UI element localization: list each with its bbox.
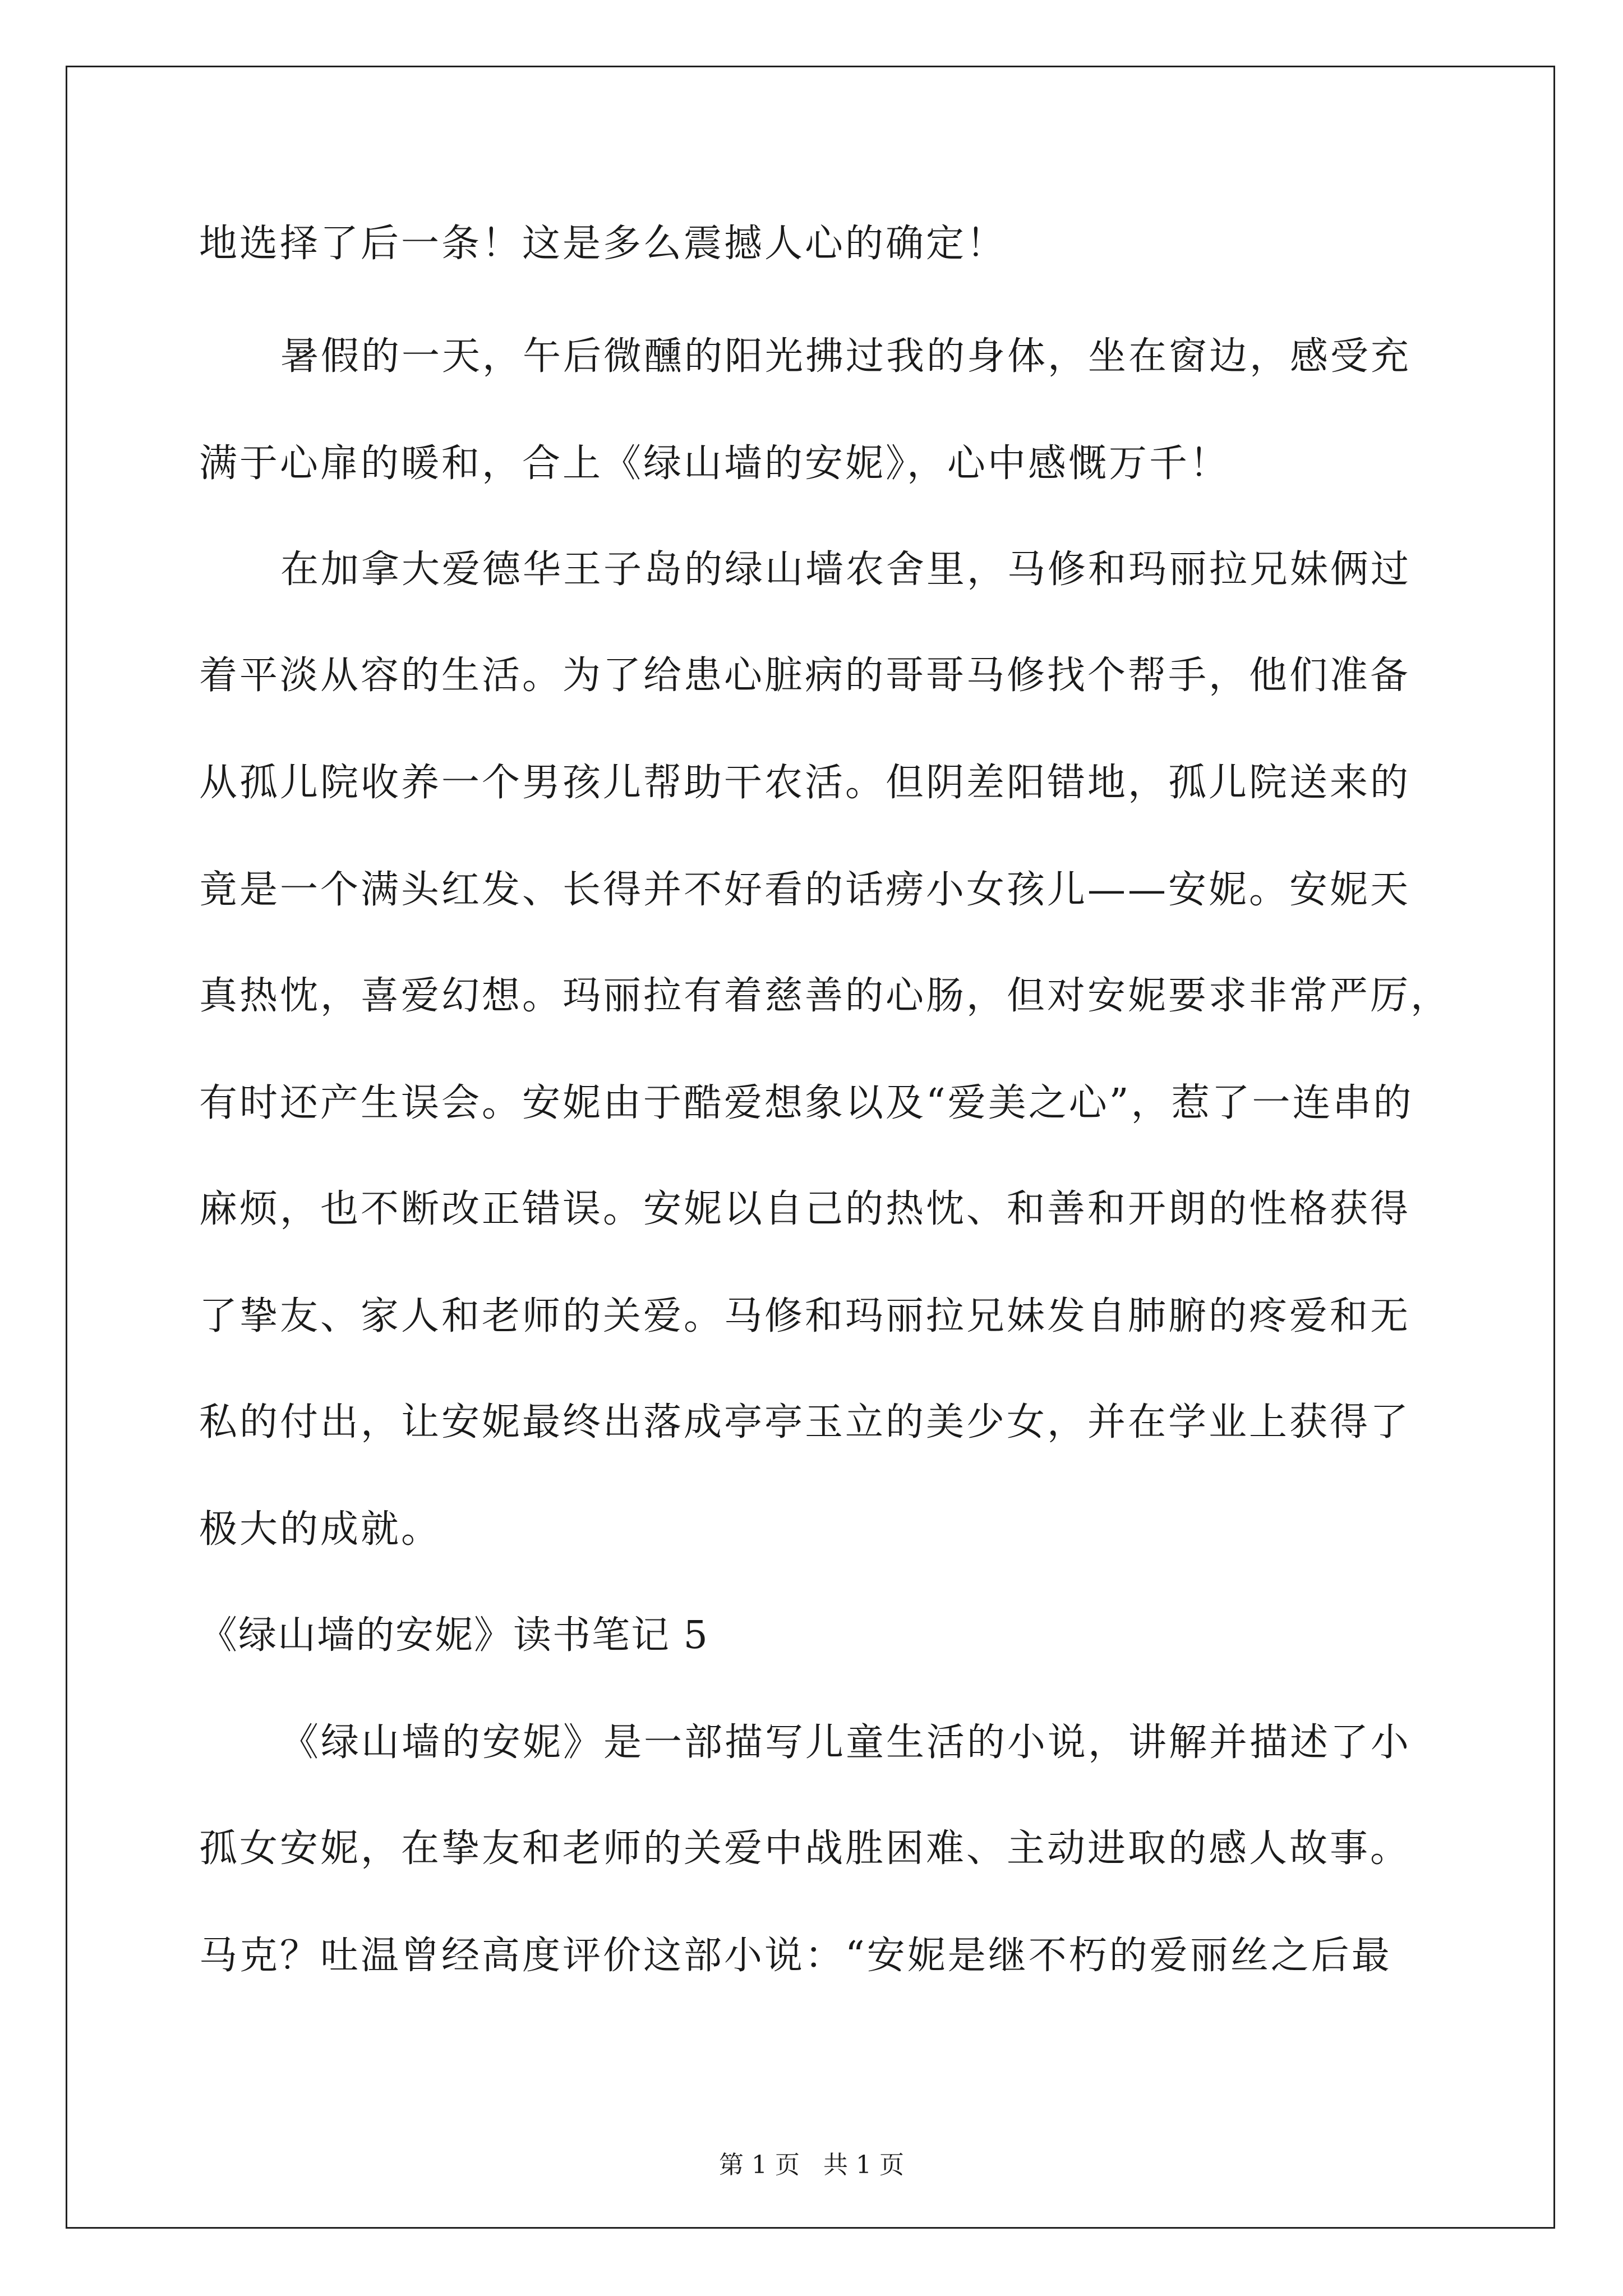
paragraph-2-line-8: 了挚友、家人和老师的关爱。马修和玛丽拉兄妹发自肺腑的疼爱和无 bbox=[199, 1294, 1411, 1338]
paragraph-2-line-6: 有时还产生误会。安妮由于酷爱想象以及“爱美之心”，惹了一连串的 bbox=[199, 1081, 1414, 1125]
paragraph-3-line-2: 孤女安妮，在挚友和老师的关爱中战胜困难、主动进取的感人故事。 bbox=[199, 1826, 1411, 1871]
text-line-1: 地选择了后一条！这是多么震撼人心的确定！ bbox=[199, 222, 1007, 266]
paragraph-2-line-7: 麻烦，也不断改正错误。安妮以自己的热忱、和善和开朗的性格获得 bbox=[199, 1187, 1411, 1231]
page-footer: 第 1 页 共 1 页 bbox=[719, 2151, 904, 2179]
page-border bbox=[66, 66, 1555, 2229]
paragraph-2-line-3: 从孤儿院收养一个男孩儿帮助干农活。但阴差阳错地，孤儿院送来的 bbox=[199, 761, 1411, 805]
paragraph-2-line-10: 极大的成就。 bbox=[199, 1507, 442, 1552]
paragraph-3-line-3: 马克？吐温曾经高度评价这部小说：“安妮是继不朽的爱丽丝之后最 bbox=[199, 1934, 1392, 1978]
paragraph-1-line-1: 暑假的一天，午后微醺的阳光拂过我的身体，坐在窗边，感受充 bbox=[280, 334, 1412, 379]
paragraph-2-line-2: 着平淡从容的生活。为了给患心脏病的哥哥马修找个帮手，他们准备 bbox=[199, 654, 1411, 698]
paragraph-2-line-4: 竟是一个满头红发、长得并不好看的话痨小女孩儿——安妮。安妮天 bbox=[199, 868, 1411, 912]
paragraph-2-line-1: 在加拿大爱德华王子岛的绿山墙农舍里，马修和玛丽拉兄妹俩过 bbox=[280, 547, 1412, 592]
paragraph-3-line-1: 《绿山墙的安妮》是一部描写儿童生活的小说，讲解并描述了小 bbox=[280, 1720, 1412, 1765]
paragraph-1-line-2: 满于心扉的暖和，合上《绿山墙的安妮》，心中感慨万千！ bbox=[199, 441, 1230, 486]
paragraph-2-line-9: 私的付出，让安妮最终出落成亭亭玉立的美少女，并在学业上获得了 bbox=[199, 1400, 1411, 1444]
paragraph-2-line-5: 真热忱，喜爱幻想。玛丽拉有着慈善的心肠，但对安妮要求非常严厉， bbox=[199, 974, 1451, 1018]
section-heading: 《绿山墙的安妮》读书笔记 5 bbox=[199, 1613, 709, 1658]
